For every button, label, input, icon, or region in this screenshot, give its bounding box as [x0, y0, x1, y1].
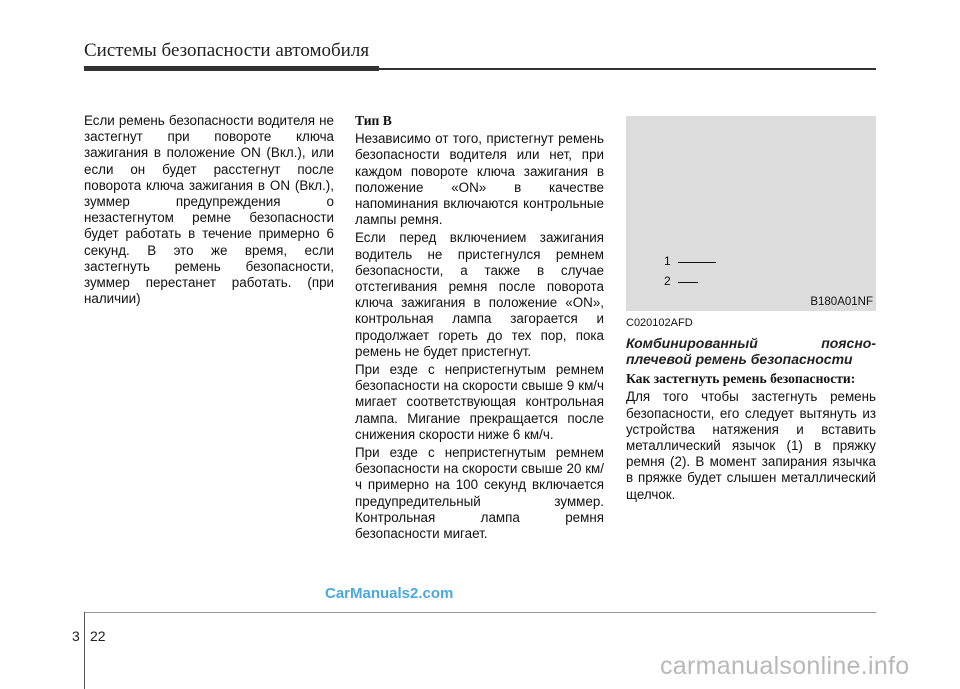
- section-heading: Как застегнуть ремень безопасности:: [626, 371, 856, 387]
- footer-rule: [84, 612, 876, 613]
- paragraph: Для того чтобы застегнуть ремень безопасности, его следует вытянуть из устройства натяжения и вставить металлический язычок (1) в пряжку ремня (2). В момент запирания язычка в пряжке будет слышен металлический щелчок.: [626, 389, 876, 502]
- header-rule-thin: [379, 68, 876, 70]
- figure-code: B180A01NF: [810, 296, 873, 308]
- callout-leader-line: [678, 262, 716, 263]
- section-code: C020102AFD: [626, 317, 693, 329]
- header-rule-thick: [84, 66, 379, 71]
- section-heading: Тип В: [355, 113, 392, 128]
- watermark-link[interactable]: CarManuals2.com: [325, 585, 454, 602]
- column-middle: [355, 113, 604, 544]
- footer-watermark: carmanualsonline.info: [660, 652, 910, 680]
- seatbelt-illustration: [626, 116, 876, 311]
- section-subtitle: Комбинированный поясно-плечевой ремень безопасности: [626, 335, 876, 368]
- page-number: 22: [90, 628, 106, 644]
- paragraph: Если перед включением зажигания водитель не пристегнулся ремнем безопасности, а также в случае отстегивания ремня после поворота ключа зажигания в положение «ON», контрольная лампа загорается и продолжает гореть до тех пор, пока ремень не будет пристегнут.: [355, 230, 604, 359]
- paragraph: При езде с непристегнутым ремнем безопасности на скорости свыше 9 км/ч мигает соответствующая контрольная лампа. Мигание прекращается после снижения скорости ниже 6 км/ч.: [355, 362, 604, 442]
- callout-label-2: 2: [664, 274, 671, 288]
- chapter-number: 3: [72, 628, 80, 644]
- column-left: [84, 113, 334, 309]
- paragraph: Если ремень безопасности водителя не застегнут при повороте ключа зажигания в положение ON (Вкл.), или если он будет расстегнут после поворота ключа зажигания в ON (Вкл.), зуммер предупреждения о незастегнутом ремне безопасности будет работать в течение примерно 6 секунд. В это же время, если застегнуть ремень безопасности, зуммер перестанет работать. (при наличии): [84, 113, 334, 307]
- paragraph: При езде с непристегнутым ремнем безопасности на скорости свыше 20 км/ч примерно на 100 секунд включается предупредительный зуммер. Контрольная лампа ремня безопасности мигает.: [355, 445, 604, 542]
- column-right: [626, 315, 876, 505]
- paragraph: Независимо от того, пристегнут ремень безопасности водителя или нет, при каждом повороте ключа зажигания в положение «ON» в качестве напоминания включаются контрольные лампы ремня.: [355, 131, 604, 228]
- footer-divider: [84, 612, 85, 689]
- page-header-title: Системы безопасности автомобиля: [84, 40, 370, 61]
- callout-label-1: 1: [664, 254, 671, 268]
- callout-leader-line: [678, 282, 698, 283]
